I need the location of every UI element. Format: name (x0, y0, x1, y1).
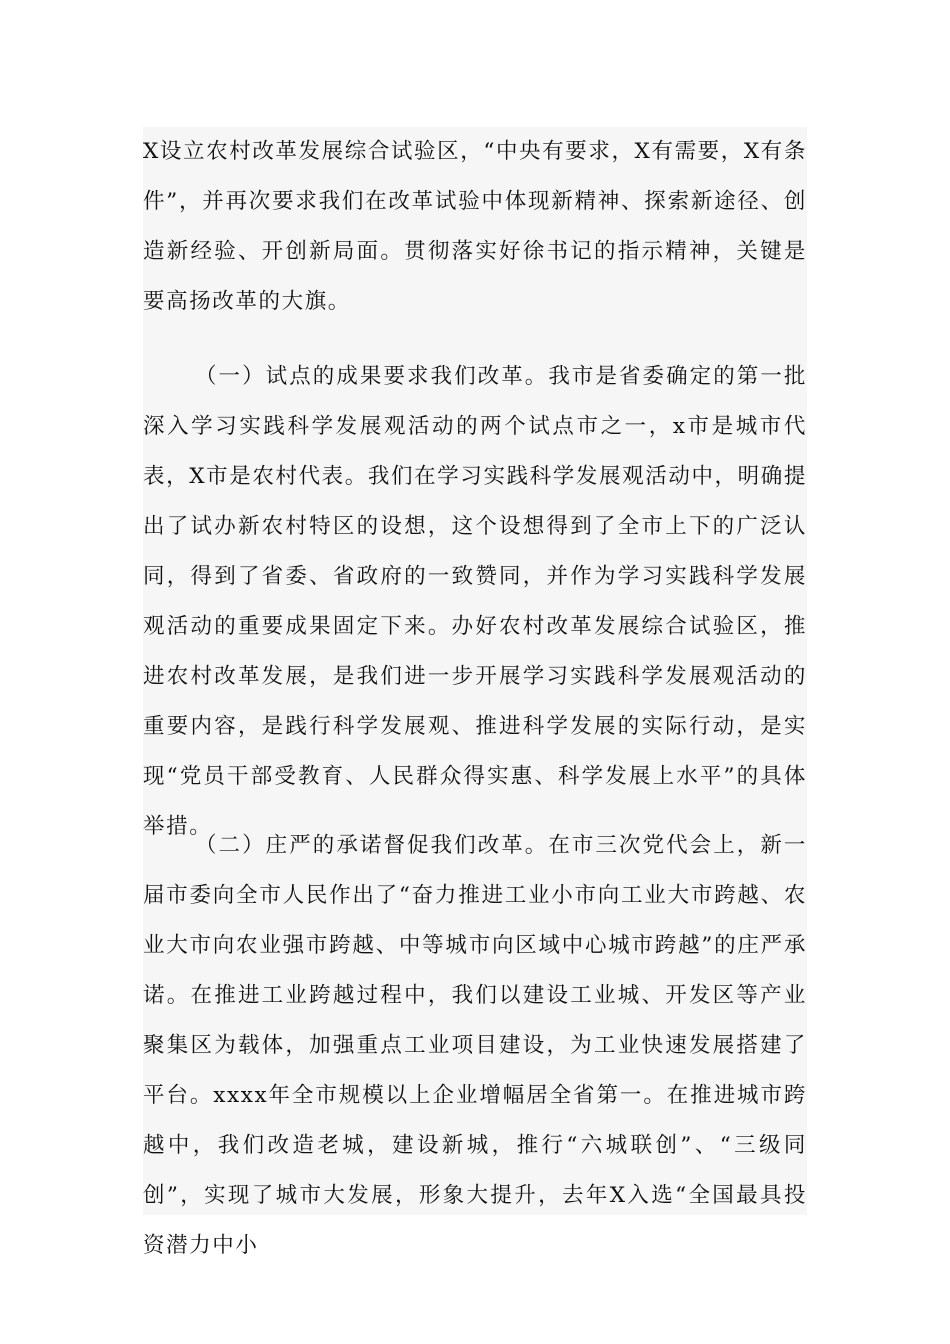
paragraph-solemn-promise: （二）庄严的承诺督促我们改革。在市三次党代会上，新一届市委向全市人民作出了“奋力推进工业小市向工业大市跨越、农业大市向农业强市跨越、中等城市向区域中心城市跨越”的庄严承诺。在推进工业跨越过程中，我们以建设工业城、开发区等产业聚集区为载体，加强重点工业项目建设，为工业快速发展搭建了平台。xxxx年全市规模以上企业增幅居全省第一。在推进城市跨越中，我们改造老城，建设新城，推行“六城联创”、“三级同创”，实现了城市大发展，形象大提升，去年X入选“全国最具投资潜力中小 (143, 833, 807, 1258)
document-body (143, 127, 807, 1258)
paragraph-pilot-results: （一）试点的成果要求我们改革。我市是省委确定的第一批深入学习实践科学发展观活动的两个试点市之一，x市是城市代表，X市是农村代表。我们在学习实践科学发展观活动中，明确提出了试办新农村特区的设想，这个设想得到了全市上下的广泛认同，得到了省委、省政府的一致赞同，并作为学习实践科学发展观活动的重要成果固定下来。办好农村改革发展综合试验区，推进农村改革发展，是我们进一步开展学习实践科学发展观活动的重要内容，是践行科学发展观、推进科学发展的实际行动，是实现“党员干部受教育、人民群众得实惠、科学发展上水平”的具体举措。 (143, 364, 807, 839)
paragraph-intro: X设立农村改革发展综合试验区，“中央有要求，X有需要，X有条件”，并再次要求我们在改革试验中体现新精神、探索新途径、创造新经验、开创新局面。贯彻落实好徐书记的指示精神，关键是要高扬改革的大旗。 (143, 139, 807, 314)
